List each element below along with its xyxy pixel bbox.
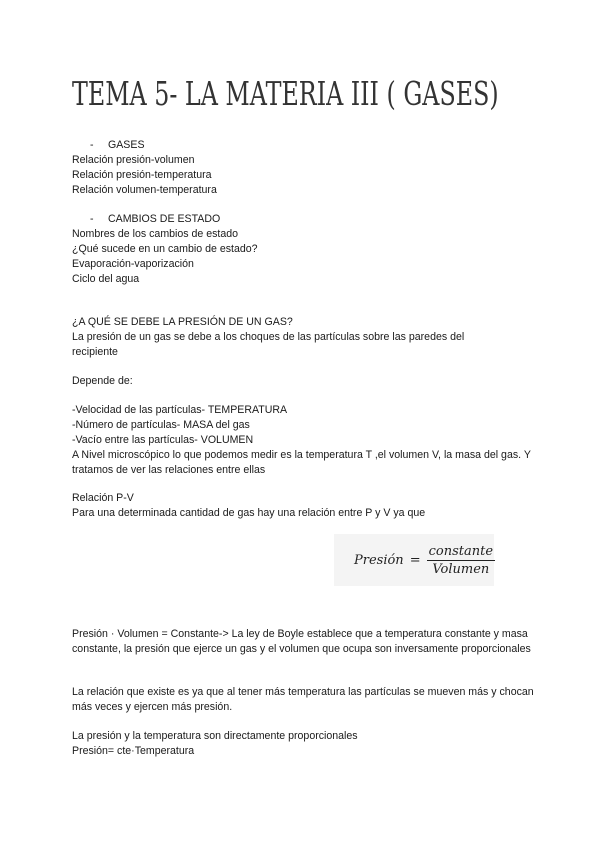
direct-section bbox=[72, 729, 542, 759]
temperature-paragraph: La relación que existe es ya que al tener más temperatura las partículas se mueven más y chocan más veces y ejercen más presión. bbox=[72, 686, 534, 713]
page-title: TEMA 5- LA MATERIA III ( GASES) bbox=[72, 74, 499, 113]
question-section bbox=[72, 315, 542, 360]
relation-text: Para una determinada cantidad de gas hay una relación entre P y V ya que bbox=[72, 507, 426, 519]
formula-image bbox=[334, 534, 494, 586]
formula-numerator: constante bbox=[428, 543, 494, 559]
formula-text: Presión= cte·Temperatura bbox=[72, 745, 195, 757]
boyle-paragraph: Presión · Volumen = Constante-> La ley de Boyle establece que a temperatura constante y masa constante, la presión que ejerce un gas y el volumen que ocupa son inversamente proporcionales bbox=[72, 628, 531, 655]
bullet-dash: - bbox=[90, 213, 94, 225]
relation-section bbox=[72, 491, 542, 521]
list-item: -Número de partículas- MASA del gas bbox=[72, 419, 250, 431]
formula-denominator: Volumen bbox=[432, 561, 490, 577]
list-item: Nombres de los cambios de estado bbox=[72, 228, 239, 240]
list-item: Relación presión-volumen bbox=[72, 154, 195, 166]
section-heading-text: CAMBIOS DE ESTADO bbox=[108, 213, 221, 225]
section-heading bbox=[72, 138, 542, 153]
relation-heading: Relación P-V bbox=[72, 492, 134, 504]
formula-lhs: Presión bbox=[354, 552, 404, 568]
list-item: Relación presión-temperatura bbox=[72, 169, 212, 181]
bullet-dash: - bbox=[90, 139, 94, 151]
list-item: -Vacío entre las partículas- VOLUMEN bbox=[72, 434, 254, 446]
question-heading: ¿A QUÉ SE DEBE LA PRESIÓN DE UN GAS? bbox=[72, 316, 293, 328]
list-item: ¿Qué sucede en un cambio de estado? bbox=[72, 243, 258, 255]
section-heading bbox=[72, 212, 542, 227]
section-heading-text: GASES bbox=[108, 139, 145, 151]
list-item: Relación volumen-temperatura bbox=[72, 184, 217, 196]
depends-note: A Nivel microscópico lo que podemos medir es la temperatura T ,el volumen V, la masa del gas. Y tratamos de ver las relaciones entre ellas bbox=[72, 449, 531, 476]
section-cambios bbox=[72, 212, 542, 287]
direct-text: La presión y la temperatura son directamente proporcionales bbox=[72, 730, 358, 742]
list-item: Ciclo del agua bbox=[72, 273, 140, 285]
section-gases bbox=[72, 138, 542, 198]
formula-fraction bbox=[427, 544, 495, 577]
list-item: Evaporación-vaporización bbox=[72, 258, 194, 270]
depends-intro: Depende de: bbox=[72, 375, 133, 387]
depends-section bbox=[72, 403, 542, 478]
list-item: -Velocidad de las partículas- TEMPERATURA bbox=[72, 404, 288, 416]
formula-equals: = bbox=[409, 552, 421, 568]
question-answer: La presión de un gas se debe a los choques de las partículas sobre las paredes del recipiente bbox=[72, 331, 465, 358]
